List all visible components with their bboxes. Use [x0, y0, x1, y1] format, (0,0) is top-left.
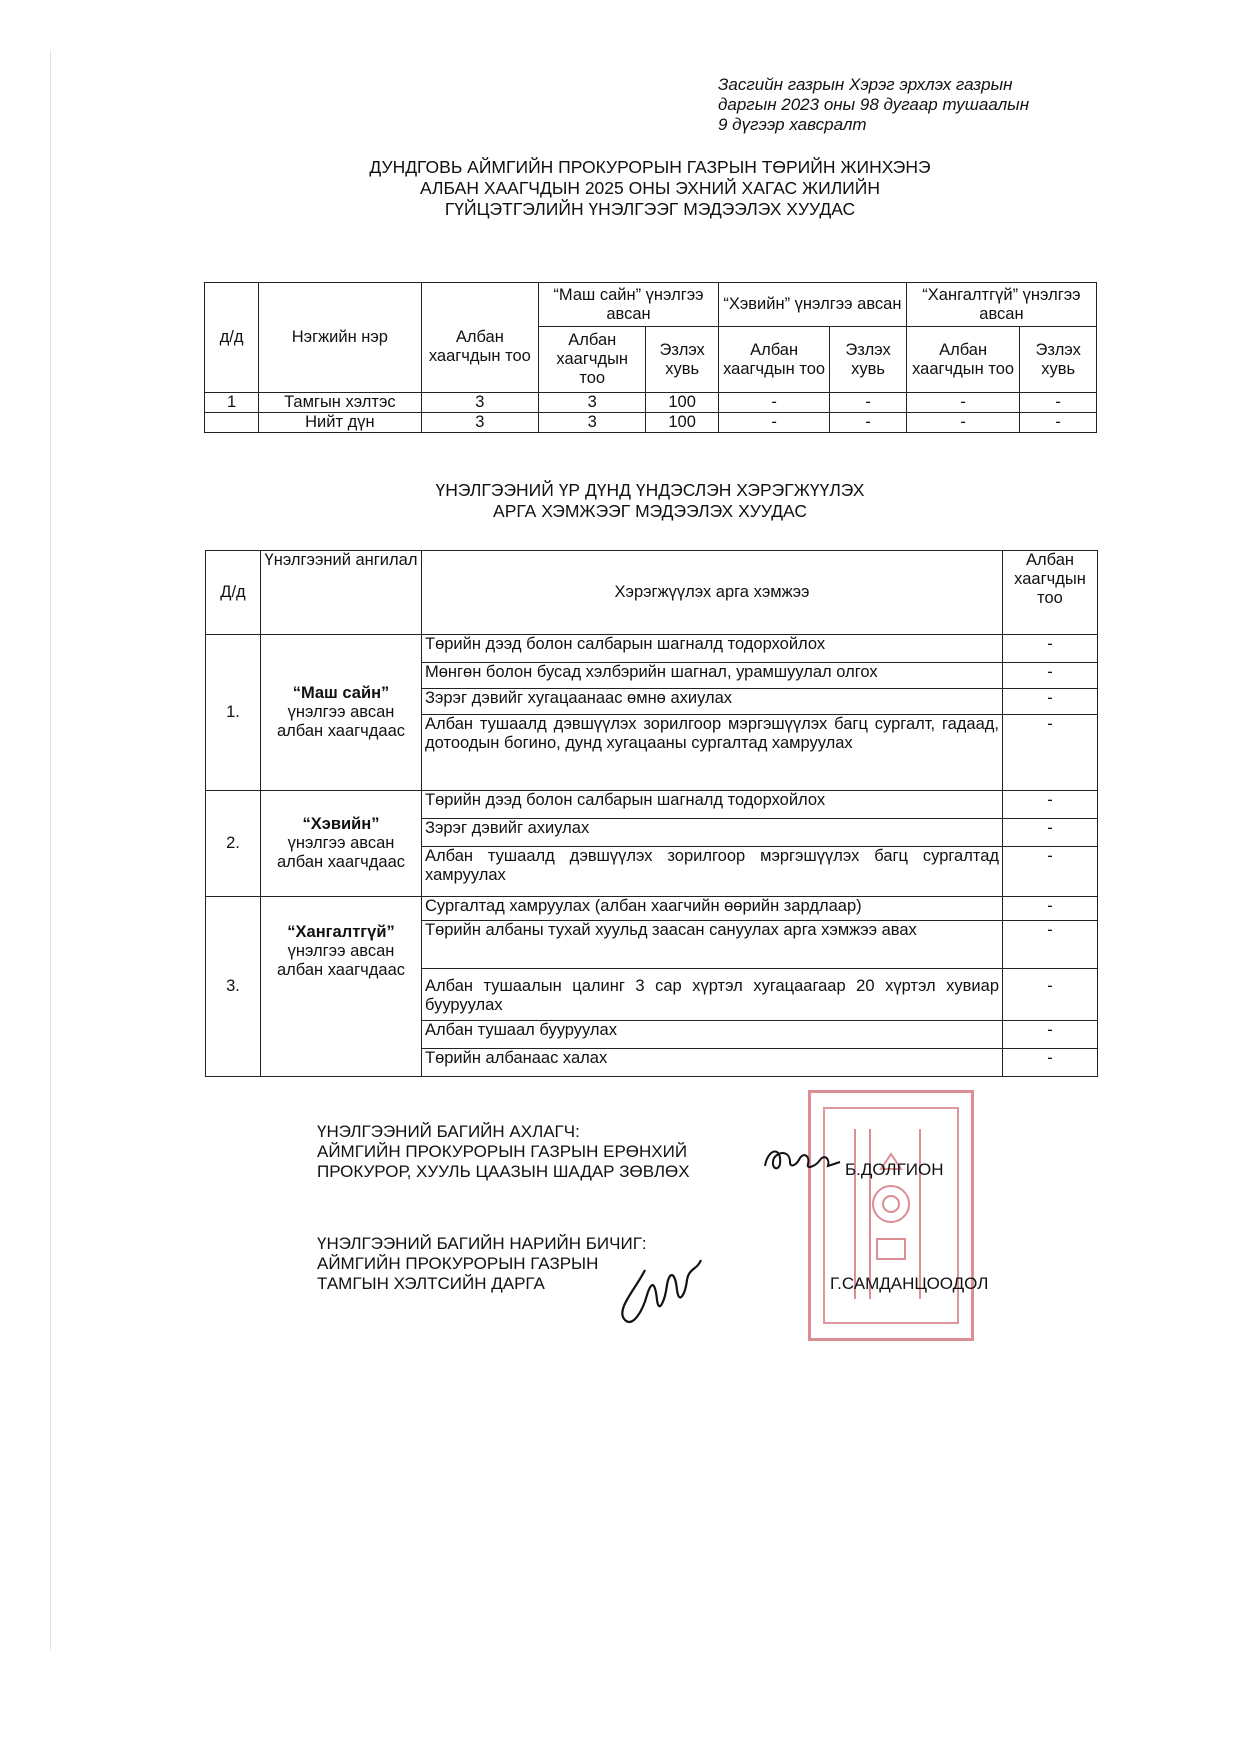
- group-category: [261, 635, 422, 791]
- action-text: Төрийн дээд болон салбарын шагналд тодорхойлох: [422, 635, 1003, 663]
- category-rest: үнэлгээ авсан албан хаагчдаас: [276, 942, 405, 979]
- cell-vg-pct: 100: [646, 393, 719, 413]
- action-count: -: [1003, 635, 1098, 663]
- action-count: -: [1003, 689, 1098, 715]
- cell-vg-staff: 3: [539, 413, 646, 433]
- action-count: -: [1003, 791, 1098, 819]
- team-secretary-signature-block: [317, 1234, 647, 1294]
- handwritten-signature-icon: [605, 1240, 715, 1340]
- sub-pct-header: Эзлэх хувь: [646, 327, 719, 393]
- cell-staff: 3: [421, 413, 539, 433]
- cell-vg-pct: 100: [646, 413, 719, 433]
- signature-line: АЙМГИЙН ПРОКУРОРЫН ГАЗРЫН ЕРӨНХИЙ: [317, 1142, 688, 1161]
- title-line: ҮНЭЛГЭЭНИЙ ҮР ДҮНД ҮНДЭСЛЭН ХЭРЭГЖҮҮЛЭХ: [435, 480, 865, 500]
- action-text: Зэрэг дэвийг ахиулах: [422, 819, 1003, 847]
- title-line: ГҮЙЦЭТГЭЛИЙН ҮНЭЛГЭЭГ МЭДЭЭЛЭХ ХУУДАС: [444, 199, 856, 219]
- team-secretary-name: Г.САМДАНЦООДОЛ: [830, 1274, 989, 1293]
- cell-num: [205, 413, 259, 433]
- cell-unit: Нийт дүн: [259, 413, 421, 433]
- sub-staff-header: Албан хаагчдын тоо: [906, 327, 1019, 393]
- group-num: 3.: [206, 897, 261, 1077]
- action-count: -: [1003, 847, 1098, 897]
- group-num: 2.: [206, 791, 261, 897]
- action-text: Сургалтад хамруулах (албан хаагчийн өөрийн зардлаар): [422, 897, 1003, 921]
- table-row: [206, 635, 1098, 663]
- table-row: [206, 791, 1098, 819]
- title-line: ДУНДГОВЬ АЙМГИЙН ПРОКУРОРЫН ГАЗРЫН ТӨРИЙН ЖИНХЭНЭ: [369, 157, 931, 177]
- signature-line: ПРОКУРОР, ХУУЛЬ ЦААЗЫН ШАДАР ЗӨВЛӨХ: [317, 1162, 690, 1181]
- cell-p-pct: -: [1020, 393, 1097, 413]
- cell-p-staff: -: [906, 393, 1019, 413]
- sub-pct-header: Эзлэх хувь: [1020, 327, 1097, 393]
- action-text: Зэрэг дэвийг хугацаанаас өмнө ахиулах: [422, 689, 1003, 715]
- cell-vg-staff: 3: [539, 393, 646, 413]
- signature-line: ҮНЭЛГЭЭНИЙ БАГИЙН НАРИЙН БИЧИГ:: [317, 1234, 647, 1253]
- col-action-header: Хэрэгжүүлэх арга хэмжээ: [422, 551, 1003, 635]
- team-head-name: Б.ДОЛГИОН: [845, 1160, 944, 1179]
- action-text: Албан тушаалын цалинг 3 сар хүртэл хугацаагаар 20 хүртэл хувиар бууруулах: [422, 969, 1003, 1021]
- cell-n-pct: -: [830, 393, 907, 413]
- attachment-note: [718, 75, 1029, 135]
- action-text: Албан тушаалд дэвшүүлэх зорилгоор мэргэшүүлэх багц сургалт, гадаад, дотоодын богино, дунд хугацааны сургалтад хамруулах: [422, 715, 1003, 791]
- action-count: -: [1003, 1049, 1098, 1077]
- section-title: [0, 480, 1240, 522]
- title-line: АЛБАН ХААГЧДЫН 2025 ОНЫ ЭХНИЙ ХАГАС ЖИЛИЙН: [420, 178, 880, 198]
- table-row-total: [205, 413, 1097, 433]
- signature-line: ТАМГЫН ХЭЛТСИЙН ДАРГА: [317, 1274, 545, 1293]
- document-title: [0, 157, 1240, 220]
- category-label: “Хангалтгүй”: [287, 923, 395, 941]
- signature-line: ҮНЭЛГЭЭНИЙ БАГИЙН АХЛАГЧ:: [317, 1122, 580, 1141]
- category-rest: үнэлгээ авсан албан хаагчдаас: [276, 703, 405, 740]
- table-row: [206, 897, 1098, 921]
- sub-staff-header: Албан хаагчдын тоо: [539, 327, 646, 393]
- action-text: Албан тушаалд дэвшүүлэх зорилгоор мэргэшүүлэх багц сургалтад хамруулах: [422, 847, 1003, 897]
- cell-num: 1: [205, 393, 259, 413]
- cell-n-pct: -: [830, 413, 907, 433]
- group-category: [261, 897, 422, 1077]
- action-text: Мөнгөн болон бусад хэлбэрийн шагнал, урамшуулал олгох: [422, 663, 1003, 689]
- action-text: Төрийн албаны тухай хуульд заасан сануулах арга хэмжээ авах: [422, 921, 1003, 969]
- cell-n-staff: -: [718, 393, 829, 413]
- action-text: Албан тушаал бууруулах: [422, 1021, 1003, 1049]
- col-num-header: д/д: [205, 283, 259, 393]
- action-count: -: [1003, 969, 1098, 1021]
- col-very-good-header: “Маш сайн” үнэлгээ авсан: [539, 283, 719, 327]
- cell-n-staff: -: [718, 413, 829, 433]
- group-category: [261, 791, 422, 897]
- handwritten-signature-icon: [760, 1138, 850, 1178]
- group-num: 1.: [206, 635, 261, 791]
- performance-table: [204, 282, 1097, 433]
- category-label: “Маш сайн”: [292, 684, 390, 702]
- action-text: Төрийн дээд болон салбарын шагналд тодорхойлох: [422, 791, 1003, 819]
- sub-pct-header: Эзлэх хувь: [830, 327, 907, 393]
- attachment-line: даргын 2023 оны 98 дугаар тушаалын: [718, 95, 1030, 114]
- signature-line: АЙМГИЙН ПРОКУРОРЫН ГАЗРЫН: [317, 1254, 599, 1273]
- col-category-header: Үнэлгээний ангилал: [261, 551, 422, 635]
- action-count: -: [1003, 921, 1098, 969]
- team-head-signature-block: [317, 1122, 690, 1182]
- action-text: Төрийн албанаас халах: [422, 1049, 1003, 1077]
- title-line: АРГА ХЭМЖЭЭГ МЭДЭЭЛЭХ ХУУДАС: [493, 501, 807, 521]
- sub-staff-header: Албан хаагчдын тоо: [718, 327, 829, 393]
- attachment-line: Засгийн газрын Хэрэг эрхлэх газрын: [718, 75, 1013, 94]
- col-staff-header: Албан хаагчдын тоо: [421, 283, 539, 393]
- col-normal-header: “Хэвийн” үнэлгээ авсан: [718, 283, 906, 327]
- action-count: -: [1003, 715, 1098, 791]
- actions-table: [205, 550, 1098, 1077]
- col-poor-header: “Хангалтгүй” үнэлгээ авсан: [906, 283, 1096, 327]
- cell-staff: 3: [421, 393, 539, 413]
- cell-p-staff: -: [906, 413, 1019, 433]
- table-row: [205, 393, 1097, 413]
- category-label: “Хэвийн”: [302, 815, 380, 833]
- action-count: -: [1003, 819, 1098, 847]
- attachment-line: 9 дүгээр хавсралт: [718, 115, 867, 134]
- category-rest: үнэлгээ авсан албан хаагчдаас: [276, 834, 405, 871]
- action-count: -: [1003, 1021, 1098, 1049]
- col-unit-header: Нэгжийн нэр: [259, 283, 421, 393]
- official-seal-stamp: [808, 1090, 974, 1341]
- action-count: -: [1003, 663, 1098, 689]
- col-count-header: Албан хаагчдын тоо: [1003, 551, 1098, 635]
- action-count: -: [1003, 897, 1098, 921]
- cell-unit: Тамгын хэлтэс: [259, 393, 421, 413]
- col-num-header: Д/д: [206, 551, 261, 635]
- cell-p-pct: -: [1020, 413, 1097, 433]
